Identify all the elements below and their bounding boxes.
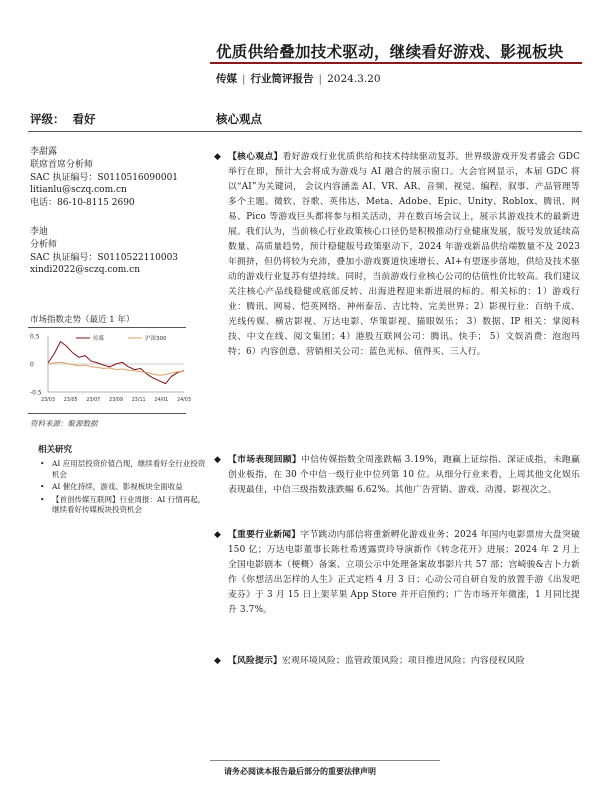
- chart-title-rule: [28, 327, 186, 328]
- core-paragraph: [214, 150, 580, 360]
- related-research-link[interactable]: AI 应用层投资价值凸现，继续看好全行业投资机会: [52, 459, 206, 479]
- report-title: 优质供给叠加技术驱动，继续看好游戏、影视板块: [216, 42, 564, 61]
- related-research-link[interactable]: 【首创传媒互联网】行业周报：AI 行情再起，继续看好传媒板块投资机会: [52, 494, 206, 514]
- paragraph-text: 宏观环境风险；监管政策风险；项目推进风险；内容侵权风险: [281, 656, 525, 666]
- related-research-link[interactable]: AI 催化持续，游戏、影视板块全面收益: [52, 482, 183, 491]
- core-view-heading: 核心观点: [216, 112, 262, 126]
- index-trend-chart: [28, 330, 191, 412]
- series-line-media: [48, 342, 184, 384]
- rating-value: 看好: [72, 112, 96, 126]
- market-review-paragraph: [214, 453, 580, 498]
- section-rule: [28, 131, 582, 132]
- y-tick-label: 0.5: [30, 333, 40, 341]
- analyst-name: 李甜露: [30, 147, 58, 157]
- legend-label: 传媒: [93, 336, 105, 342]
- chart-bottom-rule: [28, 413, 186, 414]
- diamond-bullet-icon: ◆: [214, 530, 222, 540]
- paragraph-label: 【重要行业新闻】: [228, 530, 301, 540]
- related-research-heading: 相关研究: [38, 445, 73, 455]
- analyst-name: 李迪: [30, 227, 49, 237]
- paragraph-label: 【风险提示】: [228, 656, 282, 666]
- report-subtitle: [216, 71, 381, 86]
- report-type: 行业简评报告: [250, 73, 314, 85]
- rating-row: [30, 111, 96, 127]
- related-research-item[interactable]: [38, 459, 206, 480]
- analyst-cert: SAC 执证编号：S0110522110003: [30, 252, 179, 263]
- x-tick-label: 23/05: [63, 398, 78, 403]
- bullet-icon: •: [40, 459, 45, 468]
- legend-label: 沪深300: [145, 336, 167, 342]
- diamond-bullet-icon: ◆: [214, 152, 222, 162]
- analyst-block: [30, 146, 178, 210]
- y-tick-label: 0: [30, 361, 34, 369]
- legal-disclaimer: 请务必阅读本报告最后部分的重要法律声明: [224, 766, 376, 776]
- related-research-item[interactable]: [38, 482, 206, 493]
- industry-news-paragraph: [214, 528, 580, 618]
- diamond-bullet-icon: ◆: [214, 455, 222, 465]
- x-tick-label: 23/03: [41, 398, 55, 403]
- analyst-title: 联席首席分析师: [30, 159, 94, 170]
- report-date: 2024.3.20: [327, 73, 381, 85]
- analyst-email[interactable]: litianlu@sczq.com.cn: [30, 185, 127, 196]
- x-tick-label: 23/11: [131, 398, 146, 403]
- x-tick-label: 24/03: [177, 398, 191, 403]
- bullet-icon: •: [40, 482, 45, 491]
- industry-label: 传媒: [216, 73, 237, 85]
- x-tick-label: 23/07: [86, 398, 101, 403]
- analyst-block: [30, 226, 178, 277]
- analyst-cert: SAC 执证编号：S0110516090001: [30, 172, 179, 183]
- y-tick-label: -0.5: [30, 389, 42, 397]
- footer-rule: [210, 760, 440, 761]
- rating-label: 评级：: [30, 112, 65, 126]
- separator: |: [242, 73, 246, 85]
- paragraph-label: 【核心观点】: [228, 152, 283, 162]
- x-tick-label: 23/09: [109, 398, 123, 403]
- header-rule: [210, 62, 582, 64]
- diamond-bullet-icon: ◆: [214, 656, 222, 666]
- separator: |: [318, 73, 323, 85]
- paragraph-text: 看好游戏行业优质供给和技术持续驱动复苏。世界级游戏开发者盛会 GDC 举行在即，预计大会将成为游戏与 AI 融合的展示窗口。大会官网显示，本届 GDC 将以“AI”为关键词， 会议内容涵盖 AI、VR、AR、音频、视觉、编程、叙事、产品管理等多个主题。微软、谷歌、英伟达、Meta、Adobe、Epic、Unity、Roblox、腾讯、网易、Pico 等游戏巨头都将参与相关活动，并在数百场会议上，展示其游戏技术的最新进展。我们认为，当前核心行业政策核心口径仍是积极推动行业健康发展，版号发放延续高数量、高质量趋势，预计稳健版号政策驱动下，2024 年游戏新品供给端数量不及 2023 年拥挤，但仍将较为充沛，叠加小游戏赛道快速增长、AI+有望逐步落地，供给及技术驱动的游戏行业复苏有望持续。同时，当前游戏行业核心公司的估值性价比较高。我们建议关注核心产品线稳健或底部反转、出海进程迎来新进展的标的。相关标的：1）游戏行业：腾讯、网易、恺英网络、神州泰岳、吉比特、完美世界；2）影视行业：百纳千成、光线传媒、横店影视、万达电影、华策影视、猫眼娱乐； 3）数据、IP 相关：掌阅科技、中文在线、阅文集团；4）港股互联网公司：腾讯、快手； 5）文娱消费：泡泡玛特；6）内容创意、营销相关公司：蓝色光标、值得买、三人行。: [228, 152, 580, 357]
- paragraph-label: 【市场表现回顾】: [228, 455, 302, 465]
- bullet-icon: •: [40, 494, 45, 504]
- analyst-email[interactable]: xindi2022@sczq.com.cn: [30, 265, 141, 276]
- analyst-phone: 电话：86-10-8115 2690: [30, 198, 135, 209]
- chart-title: 市场指数走势（最近 1 年）: [30, 315, 135, 325]
- analyst-title: 分析师: [30, 239, 58, 250]
- x-tick-label: 24/01: [154, 398, 169, 403]
- paragraph-text: 字节跳动内部信将重新孵化游戏业务；2024 年国内电影票房大盘突破 150 亿；万达电影董事长陈杜希透露贾玲导演新作《转念花开》进展；2024 年 2 月上全国电影剧本（梗概）备案、立项公示中处理备案故事影片共 57 部；宫崎骏&吉卜力新作《你想活出怎样的人生》正式定档 4 月 3 日；心动公司自研自发的放置手游《出发吧麦芬》于 3 月 15 日上架苹果 App Store 并开启预约；广告市场开年微涨，1 月同比提升 3.7%。: [228, 530, 580, 615]
- risk-paragraph: [214, 654, 580, 669]
- related-research-list: [38, 459, 206, 518]
- paragraph-text: 中信传媒指数全周涨跌幅 3.19%，跑赢上证综指、深证成指，未跑赢创业板指，在 30 个中信一级行业中位列第 10 位。从细分行业来看，上周其他文化娱乐表现最佳，中信三级指数涨跌幅 6.62%。其他广告营销、游戏、动漫、影视次之。: [228, 455, 580, 495]
- related-research-item[interactable]: [38, 495, 206, 516]
- chart-source: 资料来源：聚源数据: [30, 419, 98, 428]
